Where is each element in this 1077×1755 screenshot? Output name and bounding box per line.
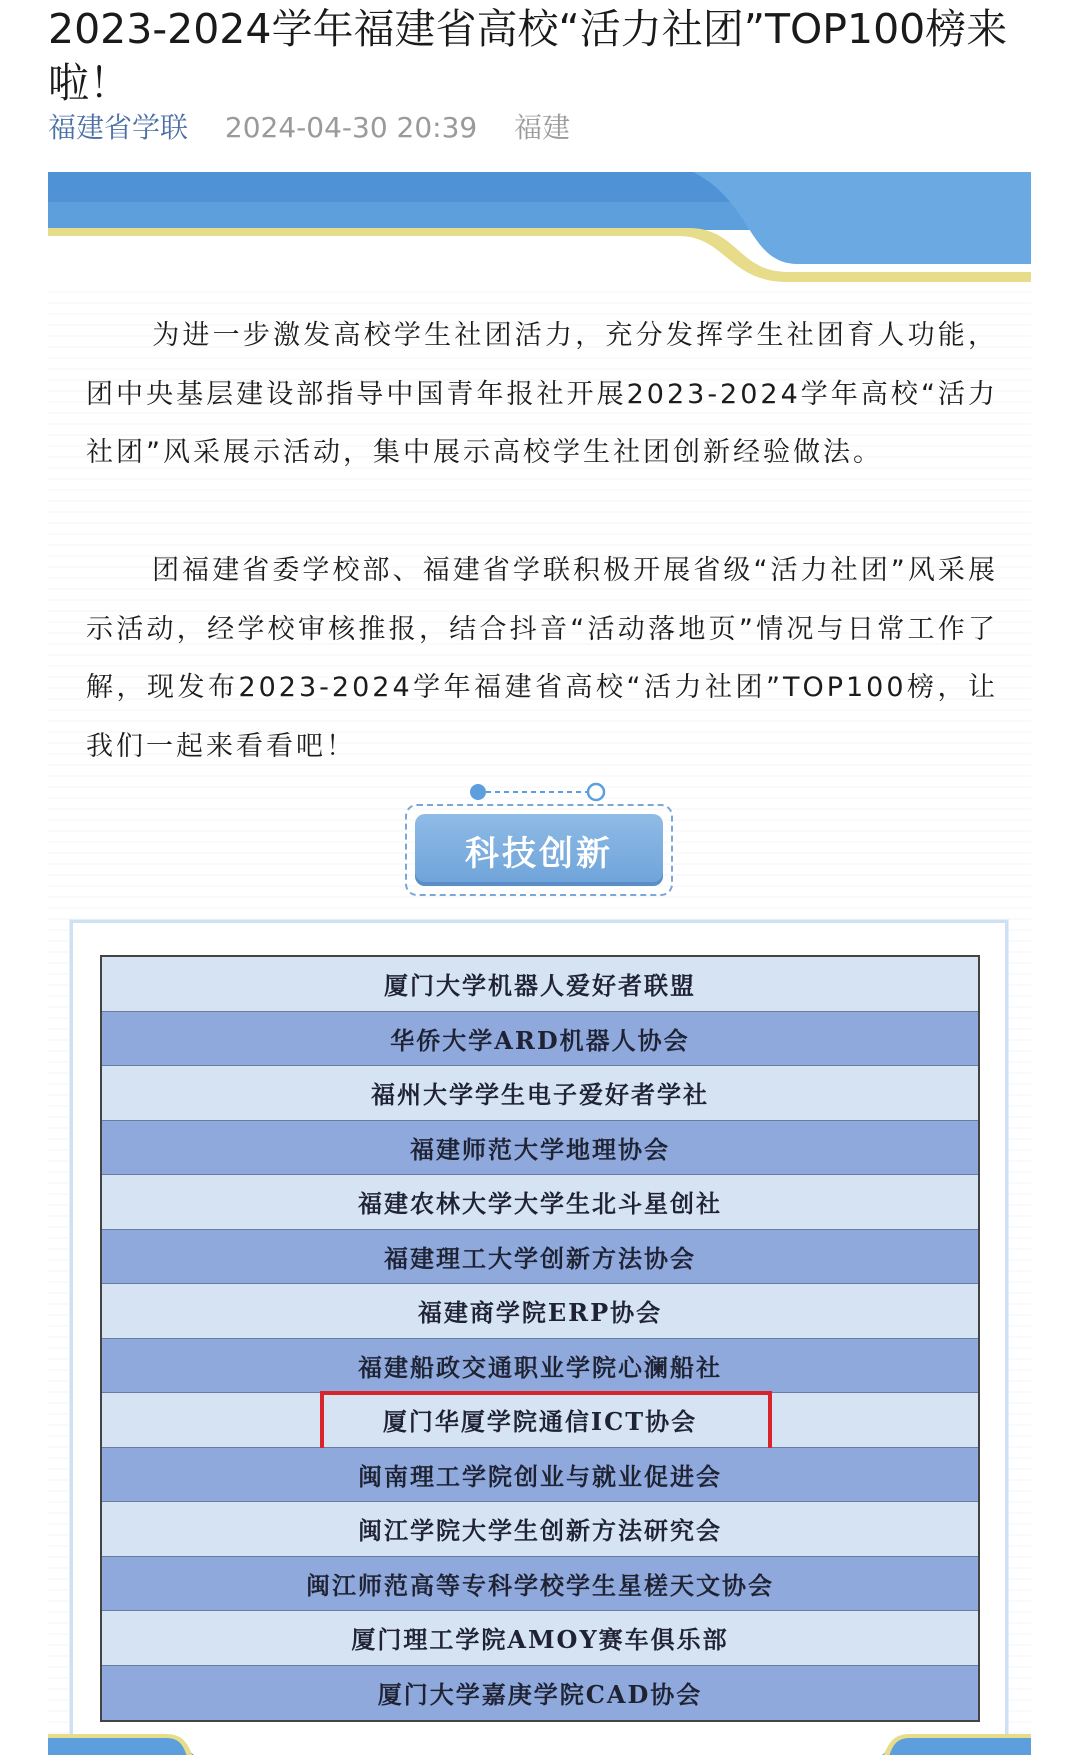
section-tag-frame [405, 804, 673, 896]
club-row: 福建理工大学创新方法协会 [102, 1230, 978, 1285]
club-row: 华侨大学ARD机器人协会 [102, 1012, 978, 1067]
intro-paragraph-2: 团福建省委学校部、福建省学联积极开展省级“活力社团”风采展示活动，经学校审核推报，结合抖音“活动落地页”情况与日常工作了解，现发布2023-2024学年福建省高校“活力社团”TOP100榜，让我们一起来看看吧！ [86, 555, 998, 762]
dot-connector-icon [468, 780, 608, 804]
club-row-highlighted: 厦门华厦学院通信ICT协会 [102, 1393, 978, 1448]
club-list-frame [70, 920, 1008, 1755]
club-row: 闽南理工学院创业与就业促进会 [102, 1448, 978, 1503]
club-row: 福建农林大学大学生北斗星创社 [102, 1175, 978, 1230]
club-row: 厦门理工学院AMOY赛车俱乐部 [102, 1611, 978, 1666]
section-tag: 科技创新 [415, 814, 663, 886]
club-row: 福建船政交通职业学院心澜船社 [102, 1339, 978, 1394]
page-title: 2023-2024学年福建省高校“活力社团”TOP100榜来啦！ [48, 5, 1008, 107]
club-row: 厦门大学嘉庚学院CAD协会 [102, 1666, 978, 1721]
author-link[interactable]: 福建省学联 [48, 111, 189, 144]
club-row: 福州大学学生电子爱好者学社 [102, 1066, 978, 1121]
club-row: 福建师范大学地理协会 [102, 1121, 978, 1176]
article-meta [48, 108, 570, 148]
club-row: 福建商学院ERP协会 [102, 1284, 978, 1339]
article-body [48, 172, 1031, 1755]
publish-location: 福建 [514, 111, 571, 144]
club-row: 闽江学院大学生创新方法研究会 [102, 1502, 978, 1557]
club-row: 厦门大学机器人爱好者联盟 [102, 957, 978, 1012]
intro-paragraph-1: 为进一步激发高校学生社团活力，充分发挥学生社团育人功能，团中央基层建设部指导中国青年报社开展2023-2024学年高校“活力社团”风采展示活动，集中展示高校学生社团创新经验做法。 [86, 320, 998, 468]
publish-date: 2024-04-30 20:39 [224, 111, 478, 144]
footer-banner [48, 1730, 1031, 1755]
header-banner [48, 172, 1031, 282]
club-row: 闽江师范高等专科学校学生星槎天文协会 [102, 1557, 978, 1612]
club-list-table [100, 955, 980, 1722]
